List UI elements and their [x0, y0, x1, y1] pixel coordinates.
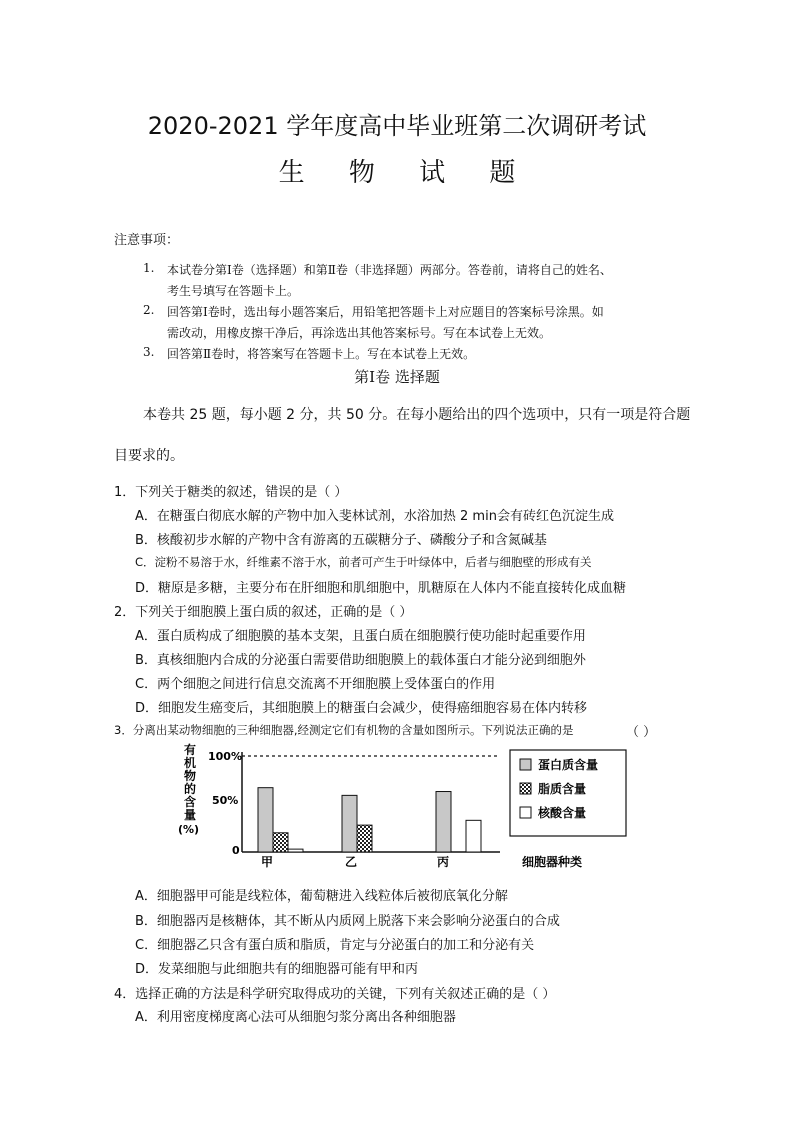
svg-text:有: 有: [184, 743, 197, 757]
question-3-option-b: B．细胞器丙是核糖体，其不断从内质网上脱落下来会影响分泌蛋白的合成: [135, 914, 560, 929]
svg-text:量: 量: [184, 808, 197, 822]
exam-title: 2020-2021 学年度高中毕业班第二次调研考试: [147, 112, 647, 140]
notice-item-1-line2: 考生号填写在答题卡上。: [167, 284, 300, 298]
notice-item-1-line1: 本试卷分第Ⅰ卷（选择题）和第Ⅱ卷（非选择题）两部分。答卷前，请将自己的姓名、: [167, 263, 612, 277]
legend-swatch-nucleic: [520, 807, 531, 818]
question-2-option-c: C．两个细胞之间进行信息交流离不开细胞膜上受体蛋白的作用: [135, 677, 496, 692]
bar-nucleic-1: [288, 849, 303, 852]
section-intro-line2: 目要求的。: [114, 448, 184, 464]
question-1-stem: 1．下列关于糖类的叙述，错误的是（ ）: [114, 485, 348, 500]
category-label-jia: 甲: [261, 855, 274, 869]
notice-item-2-line1: 回答第Ⅰ卷时，选出每小题答案后，用铅笔把答题卡上对应题目的答案标号涂黑。如: [167, 305, 604, 319]
section-title: 第Ⅰ卷 选择题: [354, 368, 440, 386]
x-axis-label: 细胞器种类: [522, 855, 583, 869]
exam-subtitle: 生 物 试 题: [278, 158, 534, 188]
question-4-stem: 4．选择正确的方法是科学研究取得成功的关键，下列有关叙述正确的是（ ）: [114, 987, 556, 1002]
question-3-stem: 3．分离出某动物细胞的三种细胞器,经测定它们有机物的含量如图所示。下列说法正确的是: [114, 723, 574, 737]
y-tick-0: 0: [232, 844, 240, 857]
bar-lipid-1: [273, 833, 288, 852]
y-tick-100: 100%: [208, 750, 242, 763]
question-2-option-a: A．蛋白质构成了细胞膜的基本支架，且蛋白质在细胞膜行使功能时起重要作用: [135, 629, 586, 644]
category-label-bing: 丙: [437, 855, 450, 869]
question-1-option-a: A．在糖蛋白彻底水解的产物中加入斐林试剂，水浴加热 2 min会有砖红色沉淀生成: [135, 509, 614, 524]
question-4-option-a: A．利用密度梯度离心法可从细胞匀浆分离出各种细胞器: [135, 1010, 456, 1025]
question-3-option-a: A．细胞器甲可能是线粒体，葡萄糖进入线粒体后被彻底氧化分解: [135, 889, 508, 904]
question-3-option-c: C．细胞器乙只含有蛋白质和脂质，肯定与分泌蛋白的加工和分泌有关: [135, 938, 535, 953]
legend-swatch-protein: [520, 759, 531, 770]
notice-item-2-num: 2.: [143, 303, 155, 317]
bar-protein-1: [258, 788, 273, 852]
bar-protein-3: [436, 792, 451, 852]
chart-legend: [510, 750, 626, 836]
question-1-option-b: B．核酸初步水解的产物中含有游离的五碳糖分子、磷酸分子和含氮碱基: [135, 533, 547, 548]
y-axis-label: [178, 742, 199, 836]
question-1-option-c: C．淀粉不易溶于水，纤维素不溶于水，前者可产生于叶绿体中，后者与细胞壁的形成有关: [135, 555, 592, 569]
question-2-option-d: D．细胞发生癌变后，其细胞膜上的糖蛋白会减少，使得癌细胞容易在体内转移: [135, 701, 588, 716]
question-2-stem: 2．下列关于细胞膜上蛋白质的叙述，正确的是（ ）: [114, 605, 413, 620]
svg-text:机: 机: [184, 756, 197, 770]
notice-item-1-num: 1.: [143, 261, 155, 275]
legend-swatch-lipid: [520, 783, 531, 794]
organelle-chart: [170, 740, 630, 870]
question-3-option-d: D．发菜细胞与此细胞共有的细胞器可能有甲和丙: [135, 962, 419, 977]
legend-label-lipid: 脂质含量: [538, 782, 587, 796]
legend-label-protein: 蛋白质含量: [538, 758, 599, 772]
svg-text:的: 的: [184, 782, 197, 796]
notice-item-3-line1: 回答第Ⅱ卷时，将答案写在答题卡上。写在本试卷上无效。: [167, 347, 476, 361]
question-1-option-d: D．糖原是多糖，主要分布在肝细胞和肌细胞中，肌糖原在人体内不能直接转化成血糖: [135, 581, 627, 596]
bar-nucleic-3: [466, 820, 481, 852]
svg-text:物: 物: [184, 769, 197, 783]
notice-item-2-line2: 需改动，用橡皮擦干净后，再涂选出其他答案标号。写在本试卷上无效。: [167, 326, 552, 340]
category-label-yi: 乙: [345, 855, 358, 869]
svg-text:(%): (%): [178, 823, 200, 836]
section-intro-line1: 本卷共 25 题，每小题 2 分，共 50 分。在每小题给出的四个选项中，只有一项是符合题: [143, 407, 691, 423]
bar-lipid-2: [357, 825, 372, 852]
y-tick-50: 50%: [212, 794, 239, 807]
notice-heading: 注意事项：: [114, 233, 180, 248]
question-3-paren: （ ）: [626, 725, 657, 740]
svg-text:含: 含: [184, 795, 197, 809]
notice-item-3-num: 3.: [143, 345, 155, 359]
bar-protein-2: [342, 795, 357, 852]
legend-label-nucleic: 核酸含量: [538, 806, 587, 820]
question-2-option-b: B．真核细胞内合成的分泌蛋白需要借助细胞膜上的载体蛋白才能分泌到细胞外: [135, 653, 586, 668]
